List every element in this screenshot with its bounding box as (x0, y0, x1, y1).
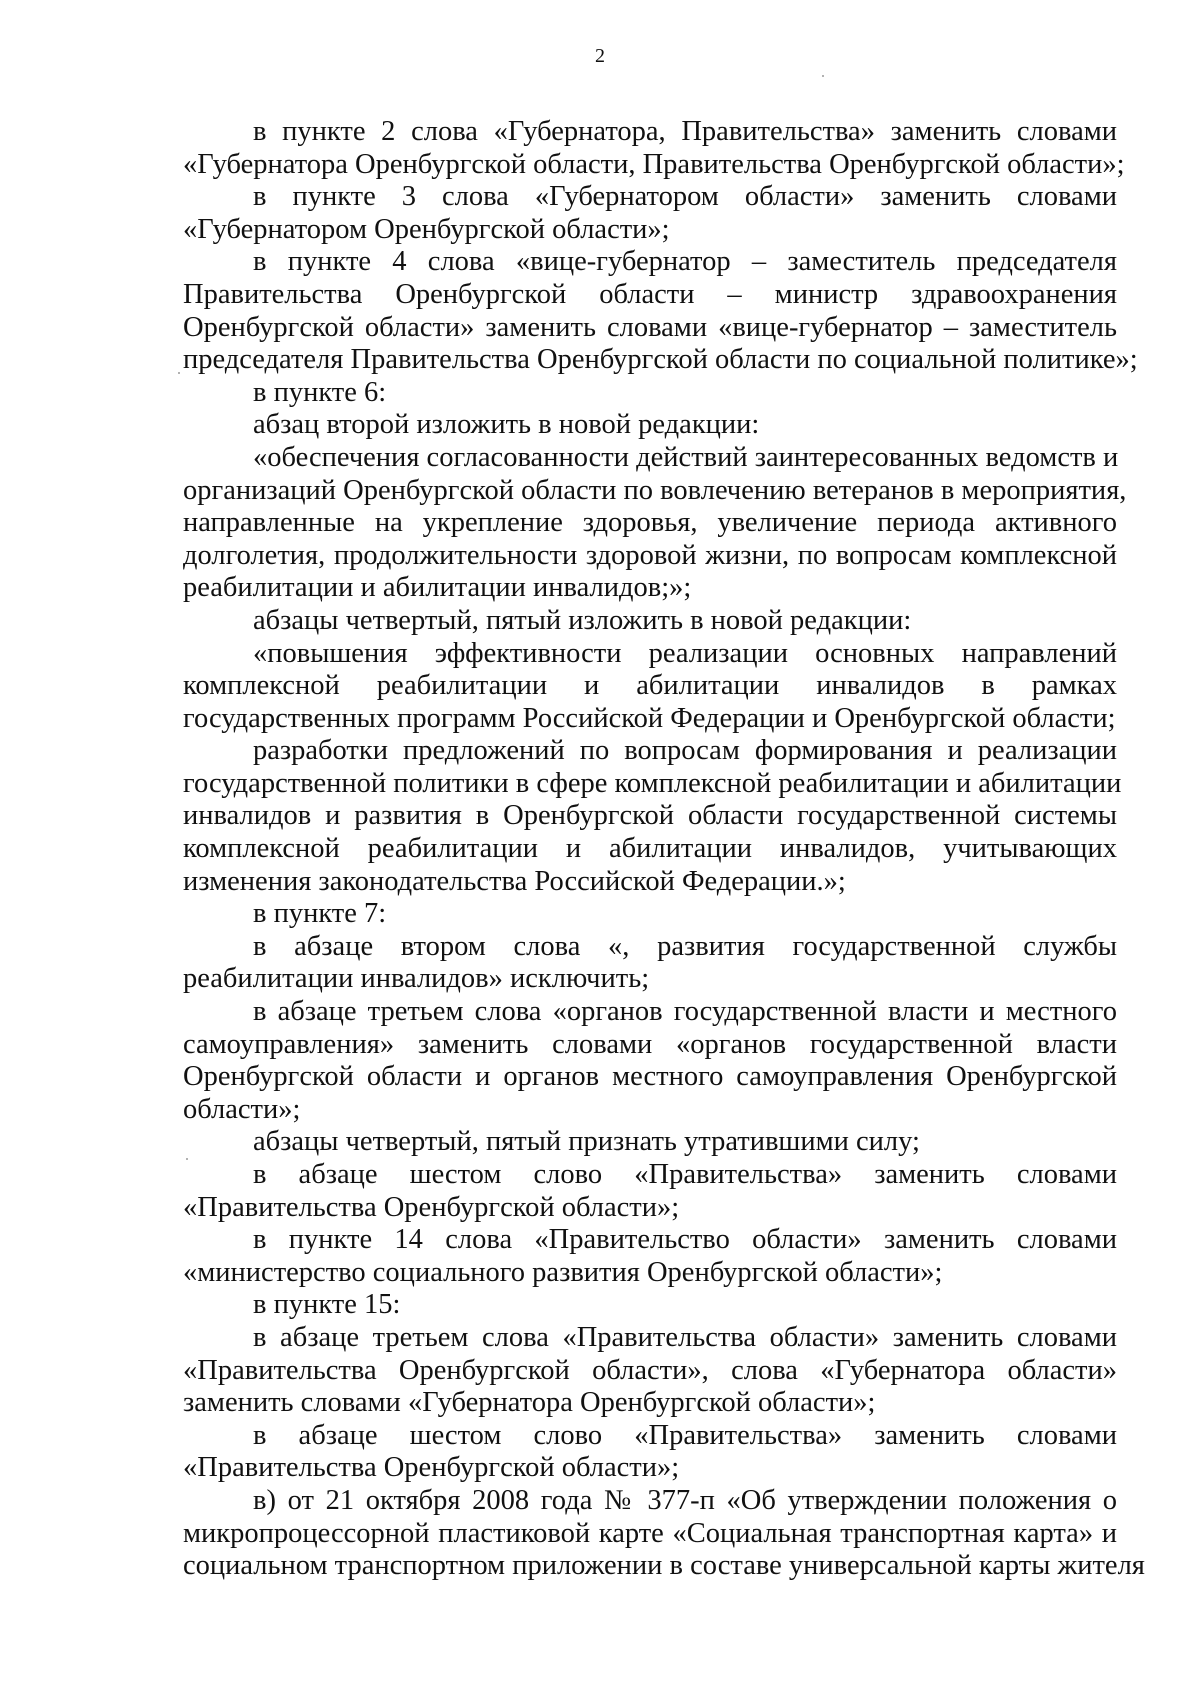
scan-speck (178, 372, 180, 374)
document-line: «Губернатора Оренбургской области, Правительства Оренбургской области»; (183, 148, 1125, 180)
document-line: социальном транспортном приложении в составе универсальной карты жителя (183, 1550, 1145, 1582)
document-line: направленные на укрепление здоровья, увеличение периода активного (183, 507, 1117, 539)
document-line: области»; (183, 1093, 301, 1125)
document-line: абзацы четвертый, пятый изложить в новой редакции: (253, 604, 912, 636)
document-line: государственной политики в сфере комплексной реабилитации и абилитации (183, 767, 1122, 799)
document-line: инвалидов и развития в Оренбургской области государственной системы (183, 800, 1117, 832)
document-line: реабилитации и абилитации инвалидов;»; (183, 572, 692, 604)
scan-speck (822, 75, 824, 77)
document-line: «повышения эффективности реализации основных направлений (253, 637, 1117, 669)
document-line: в пункте 6: (253, 376, 387, 408)
document-line: Оренбургской области» заменить словами «вице-губернатор – заместитель (183, 311, 1117, 343)
document-line: долголетия, продолжительности здоровой жизни, по вопросам комплексной (183, 539, 1117, 571)
document-line: «Правительства Оренбургской области», слова «Губернатора области» (183, 1354, 1117, 1386)
document-line: «Правительства Оренбургской области»; (183, 1191, 680, 1223)
document-line: в пункте 2 слова «Губернатора, Правительства» заменить словами (253, 116, 1117, 147)
document-line: Оренбургской области и органов местного самоуправления Оренбургской (183, 1061, 1117, 1093)
document-line: в абзаце шестом слово «Правительства» заменить словами (253, 1419, 1117, 1451)
document-line: «Губернатором Оренбургской области»; (183, 213, 670, 245)
document-line: в пункте 3 слова «Губернатором области» заменить словами (253, 181, 1117, 213)
document-line: комплексной реабилитации и абилитации инвалидов в рамках (183, 670, 1117, 702)
document-line: «Правительства Оренбургской области»; (183, 1452, 680, 1484)
document-line: организаций Оренбургской области по вовлечению ветеранов в мероприятия, (183, 474, 1127, 506)
document-line: абзац второй изложить в новой редакции: (253, 409, 760, 441)
document-line: самоуправления» заменить словами «органов государственной власти (183, 1028, 1117, 1060)
document-line: «обеспечения согласованности действий заинтересованных ведомств и (253, 441, 1119, 473)
document-line: разработки предложений по вопросам формирования и реализации (253, 735, 1117, 767)
document-line: Правительства Оренбургской области – министр здравоохранения (183, 278, 1117, 310)
document-line: в пункте 4 слова «вице-губернатор – заместитель председателя (253, 246, 1117, 278)
document-line: заменить словами «Губернатора Оренбургской области»; (183, 1387, 876, 1419)
document-line: изменения законодательства Российской Федерации.»; (183, 865, 846, 897)
document-line: в абзаце третьем слова «Правительства области» заменить словами (253, 1321, 1117, 1353)
document-line: абзацы четвертый, пятый признать утратившими силу; (253, 1126, 920, 1158)
document-line: председателя Правительства Оренбургской области по социальной политике»; (183, 344, 1138, 376)
document-line: в пункте 15: (253, 1289, 401, 1321)
document-line: в абзаце шестом слово «Правительства» заменить словами (253, 1159, 1117, 1190)
page-number: 2 (595, 45, 605, 67)
document-line: в абзаце третьем слова «органов государственной власти и местного (253, 996, 1117, 1028)
document-line: в пункте 7: (253, 898, 387, 930)
document-body (183, 116, 1145, 1583)
document-line: реабилитации инвалидов» исключить; (183, 963, 650, 995)
document-line: «министерство социального развития Оренбургской области»; (183, 1256, 943, 1288)
document-line: государственных программ Российской Федерации и Оренбургской области; (183, 702, 1116, 734)
document-line: микропроцессорной пластиковой карте «Социальная транспортная карта» и (183, 1517, 1117, 1549)
document-line: в пункте 14 слова «Правительство области» заменить словами (253, 1224, 1117, 1256)
document-line: в) от 21 октября 2008 года № 377-п «Об утверждении положения о (253, 1484, 1117, 1516)
document-line: в абзаце втором слова «, развития государственной службы (253, 930, 1117, 962)
document-line: комплексной реабилитации и абилитации инвалидов, учитывающих (183, 833, 1117, 865)
scan-speck (186, 1158, 188, 1160)
